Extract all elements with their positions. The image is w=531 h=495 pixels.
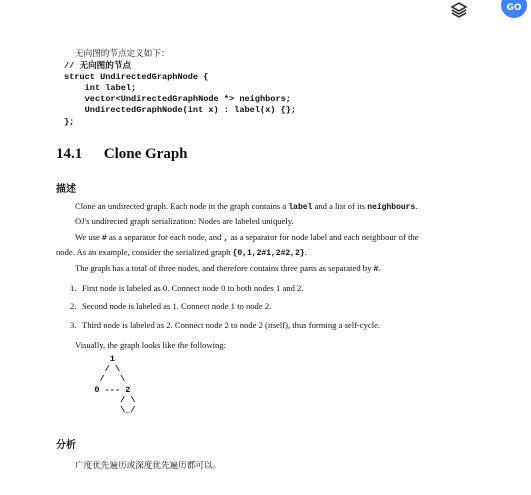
list-item: Second node is labeled as 1. Connect node 1 to node 2.: [82, 301, 272, 311]
avatar-text: GO: [506, 3, 522, 13]
code-line: struct UndirectedGraphNode {: [64, 72, 209, 82]
paragraph: OJ's undirected graph serialization: Nodes are labeled uniquely.: [75, 216, 294, 226]
ascii-graph-line: \_/: [84, 405, 136, 415]
ascii-graph-line: 0 --- 2: [84, 385, 131, 395]
code-line: // 无向图的节点: [64, 61, 132, 71]
code-line: vector<UndirectedGraphNode *> neighbors;: [64, 94, 291, 104]
text-run: The graph has a total of three nodes, and therefore contains three parts as separated by: [75, 263, 374, 273]
inline-code: neighbours: [367, 203, 416, 212]
inline-code: ,: [223, 234, 229, 243]
text-run: as a separator for each node, and: [106, 232, 224, 242]
text-run: node. As an example, consider the serialized graph: [56, 247, 233, 257]
analysis-text: 广度优先遍历或深度优先遍历都可以。: [75, 461, 222, 471]
list-item: Third node is labeled as 2. Connect node 2 to node 2 (itself), thus forming a self-cycle.: [82, 320, 381, 330]
text-run: as a separator for node label and each neighbour of the: [228, 232, 419, 242]
ascii-graph-line: / \: [84, 364, 121, 374]
code-line: UndirectedGraphNode(int x) : label(x) {};: [64, 105, 297, 115]
text-run: .: [415, 201, 418, 211]
description-heading: 描述: [56, 184, 76, 195]
analysis-heading: 分析: [56, 440, 76, 451]
code-line: };: [64, 117, 75, 127]
inline-code: {0,1,2#1,2#2,2}: [232, 249, 305, 258]
paragraph: [56, 247, 307, 259]
list-item-number: 2.: [70, 301, 77, 311]
text-run: Clone an undirected graph. Each node in the graph contains a: [75, 201, 289, 211]
section-title: Clone Graph: [103, 146, 188, 162]
list-item-number: 1.: [70, 283, 77, 293]
inline-code: #: [102, 234, 107, 243]
paragraph: [75, 263, 380, 275]
code-line: int label;: [64, 83, 137, 93]
intro-text: 无向图的节点定义如下：: [75, 49, 170, 59]
layers-icon[interactable]: [450, 2, 468, 18]
list-item: First node is labeled as 0. Connect node 0 to both nodes 1 and 2.: [82, 283, 304, 293]
paragraph: [75, 201, 417, 213]
section-number: 14.1: [56, 146, 83, 162]
section-heading: [56, 146, 188, 163]
list-item-number: 3.: [70, 320, 77, 330]
text-run: We use: [75, 232, 102, 242]
paragraph: Visually, the graph looks like the following:: [75, 340, 226, 350]
ascii-graph-line: / \: [84, 374, 126, 384]
text-run: .: [304, 247, 307, 257]
avatar[interactable]: [501, 0, 527, 18]
ascii-graph-line: / \: [84, 395, 136, 405]
inline-code: label: [288, 203, 313, 212]
ascii-graph-line: 1: [84, 354, 115, 364]
text-run: .: [378, 263, 381, 273]
inline-code: #: [373, 265, 379, 274]
text-run: and a list of its: [312, 201, 368, 211]
paragraph: [75, 232, 419, 244]
